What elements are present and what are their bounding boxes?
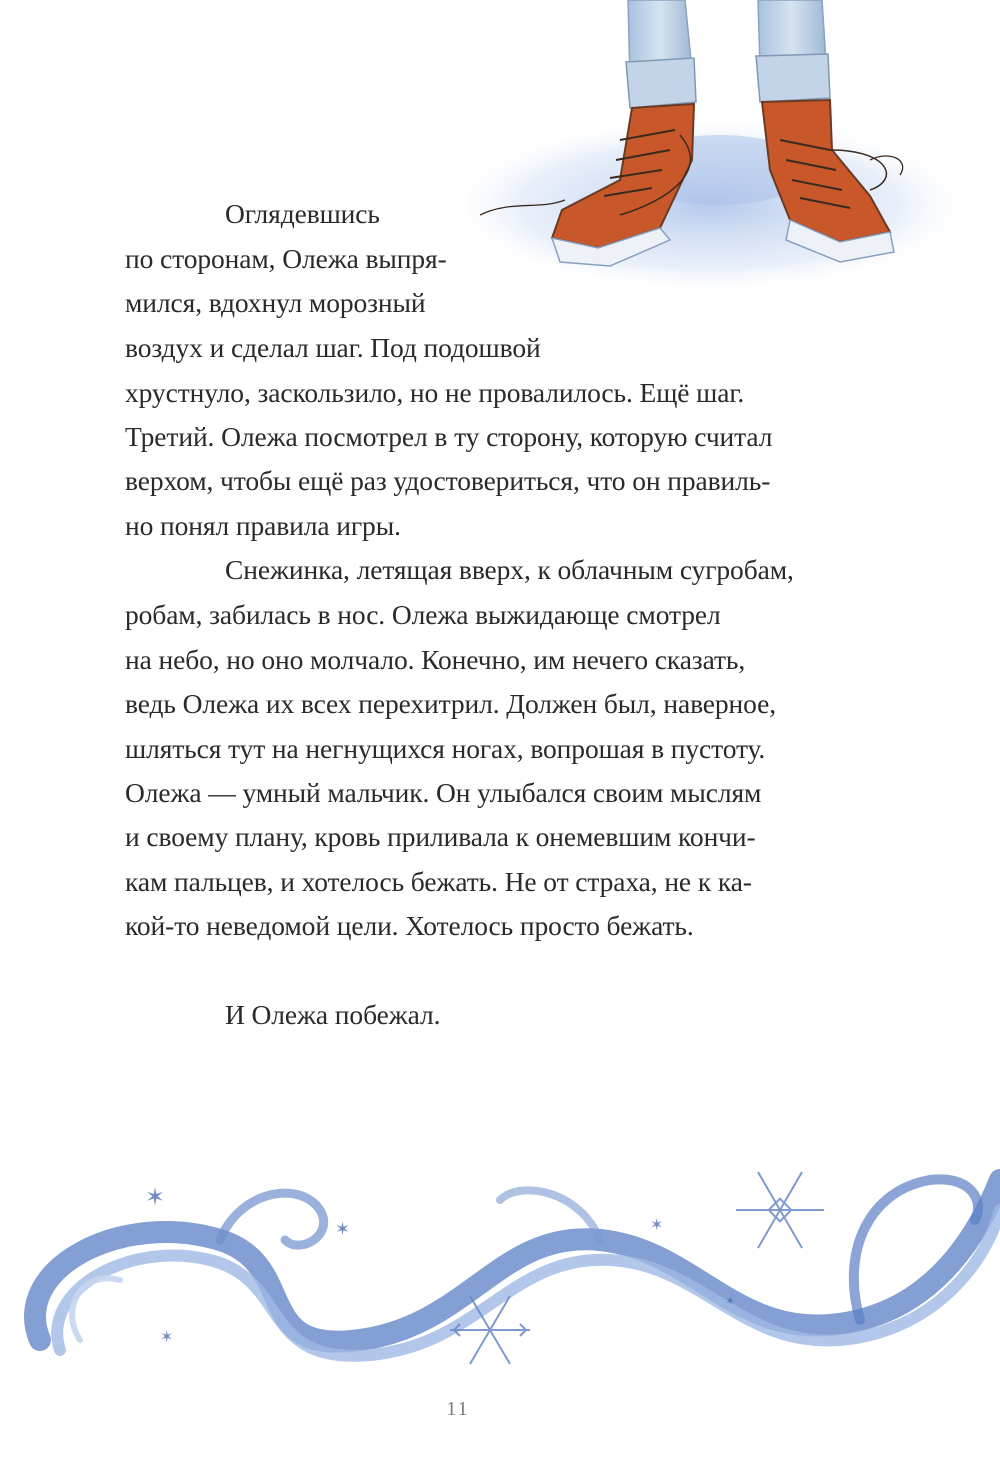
text-line: по сторонам, Олежа выпря- <box>125 243 447 274</box>
text-line: воздух и сделал шаг. Под подошвой <box>125 332 541 363</box>
text-line: но понял правила игры. <box>125 510 401 541</box>
text-line: И Олежа побежал. <box>225 999 441 1030</box>
page-number: 11 <box>446 1398 470 1420</box>
text-line: верхом, чтобы ещё раз удостовериться, что он правиль- <box>125 465 771 496</box>
text-line: на небо, но оно молчало. Конечно, им нечего сказать, <box>125 644 746 675</box>
text-line: кам пальцев, и хотелось бежать. Не от страха, не к ка- <box>125 866 752 897</box>
text-line: Снежинка, летящая вверх, к облачным сугробам, <box>225 554 794 585</box>
text-line: кой-то неведомой цели. Хотелось просто бежать. <box>125 910 694 941</box>
svg-text:✶: ✶ <box>160 1327 174 1346</box>
text-line: Оглядевшись <box>225 198 380 229</box>
text-line: ведь Олежа их всех перехитрил. Должен был, наверное, <box>125 688 777 719</box>
text-line: робам, забилась в нос. Олежа выжидающе смотрел <box>125 599 721 630</box>
text-line: Третий. Олежа посмотрел в ту сторону, которую считал <box>125 421 773 452</box>
text-line: хрустнуло, заскользило, но не провалилось. Ещё шаг. <box>125 377 745 408</box>
text-line: и своему плану, кровь приливала к онемевшим кончи- <box>125 821 756 852</box>
snowflake-icon <box>736 1172 824 1248</box>
svg-text:✶: ✶ <box>145 1183 166 1211</box>
text-line: шляться тут на негнущихся ногах, вопрошая в пустоту. <box>125 733 766 764</box>
text-line: мился, вдохнул морозный <box>125 287 426 318</box>
svg-text:✶: ✶ <box>650 1215 664 1234</box>
wave-snowflake-ornament <box>0 1120 1000 1380</box>
svg-text:✶: ✶ <box>725 1294 736 1308</box>
svg-text:✶: ✶ <box>335 1219 351 1240</box>
legs-sneakers-illustration <box>470 0 1000 300</box>
text-line: Олежа — умный мальчик. Он улыбался своим мыслям <box>125 777 762 808</box>
